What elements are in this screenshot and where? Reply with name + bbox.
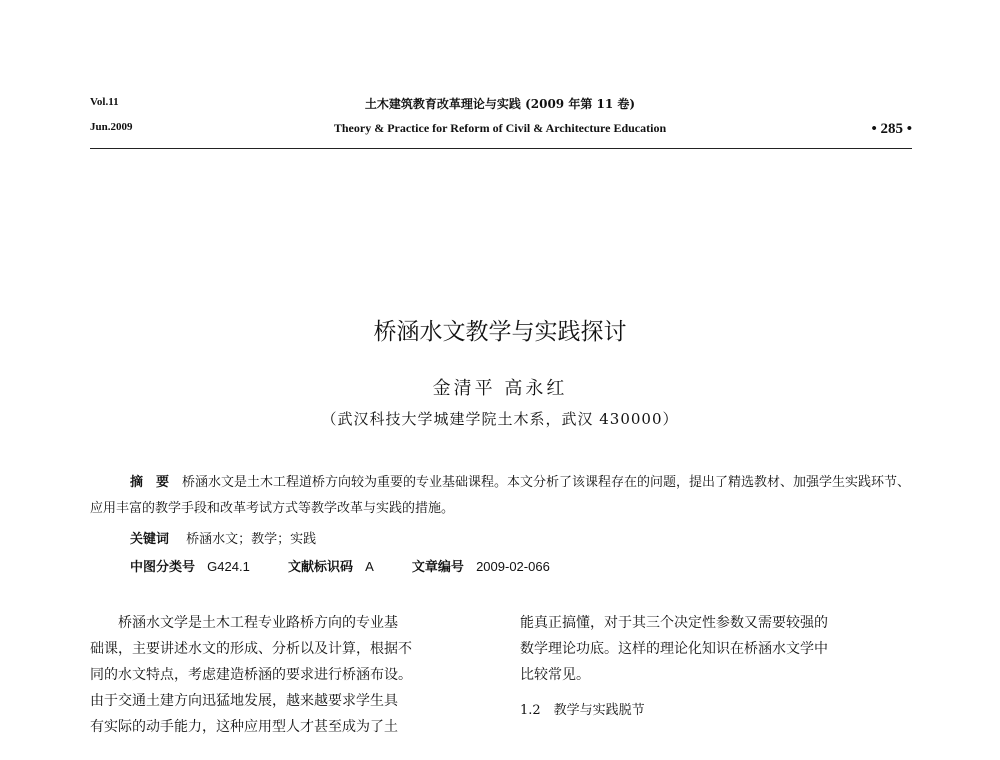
body-right-column [520, 610, 914, 724]
article-authors: 金清平 高永红 [432, 378, 568, 399]
keywords-text: 桥涵水文；教学；实践 [186, 532, 317, 547]
author-affiliation: （武汉科技大学城建学院土木系，武汉 430000） [321, 410, 679, 428]
doc-code-value: A [365, 559, 374, 574]
clc-label: 中图分类号 [130, 560, 196, 575]
page-number: • 285 • [871, 121, 912, 137]
section-heading: 1.2 教学与实践脱节 [520, 703, 645, 718]
header-rule [90, 148, 912, 149]
abstract-label: 摘 要 [130, 475, 170, 490]
body-line: 同的水文特点，考虑建造桥涵的要求进行桥涵布设。 [90, 667, 412, 683]
body-line: 础课，主要讲述水文的形成、分析以及计算，根据不 [90, 641, 412, 657]
classification-line [130, 556, 558, 575]
article-no-value: 2009-02-066 [476, 559, 550, 574]
abstract-text: 桥涵水文是土木工程道桥方向较为重要的专业基础课程。本文分析了该课程存在的问题，提出了精选教材、加强学生实践环节、应用丰富的教学手段和改革考试方式等教学改革与实践的措施。 [90, 475, 911, 516]
abstract [90, 470, 912, 522]
keywords-line [130, 528, 316, 547]
clc-value: G424.1 [207, 559, 250, 574]
journal-title-cn: 土木建筑教育改革理论与实践 (2009 年第 11 卷) [364, 97, 636, 111]
body-line: 由于交通土建方向迅猛地发展，越来越要求学生具 [90, 693, 398, 709]
body-line: 桥涵水文学是土木工程专业路桥方向的专业基 [118, 615, 398, 631]
doc-code-label: 文献标识码 [287, 560, 353, 575]
article-no-label: 文章编号 [411, 560, 464, 575]
body-line: 有实际的动手能力，这种应用型人才甚至成为了土 [90, 719, 398, 735]
body-line: 数学理论功底。这样的理论化知识在桥涵水文学中 [520, 641, 828, 657]
body-line: 能真正搞懂，对于其三个决定性参数又需要较强的 [520, 615, 828, 631]
journal-title-en: Theory & Practice for Reform of Civil & Architecture Education [333, 121, 667, 135]
article-title: 桥涵水文教学与实践探讨 [373, 319, 627, 345]
body-left-column [90, 610, 486, 740]
body-line: 比较常见。 [520, 667, 590, 683]
issue-date: Jun.2009 [90, 121, 133, 133]
keywords-label: 关键词 [130, 532, 170, 547]
volume-label: Vol.11 [90, 96, 119, 108]
